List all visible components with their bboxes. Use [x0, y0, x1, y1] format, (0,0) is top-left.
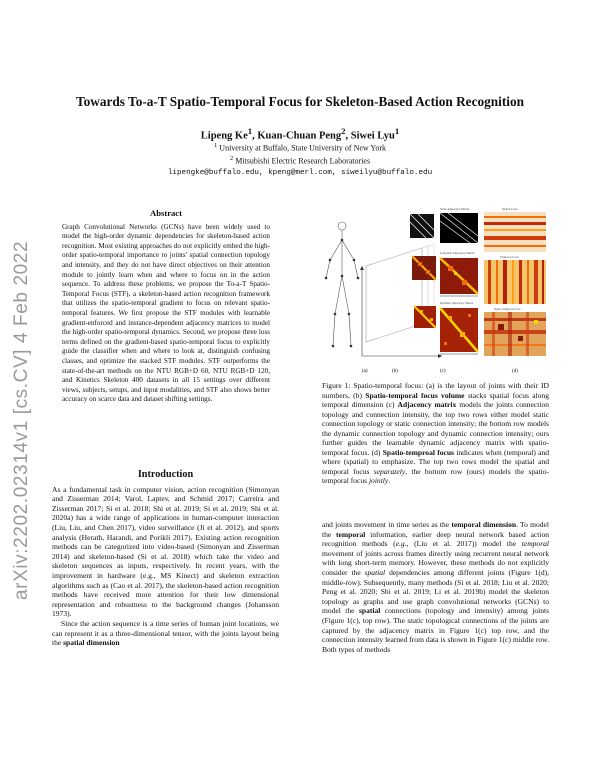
affiliations	[40, 141, 560, 178]
section-heading: Introduction	[137, 469, 194, 480]
figure-tag: Learnable Adjacency Matrix	[440, 251, 475, 255]
figure-tag: Dynamic Adjacency Matrix	[440, 301, 474, 305]
skeleton-diagram	[325, 222, 360, 347]
affiliation-line: $^1$ University at Buffalo, State University of New York	[213, 142, 387, 153]
panel-label: (b)	[392, 369, 398, 374]
paragraph: Since the action sequence is a time series of human joint locations, we can represent it as a three-dimensional tensor, with the joints layout being the spatial dimension	[52, 618, 279, 648]
author-emails: lipengke@buffalo.edu, kpeng@merl.com, siweilyu@buffalo.edu	[167, 168, 433, 177]
abstract-text: Graph Convolutional Networks (GCNs) have been widely used to model the high-order dynamic dependencies for skeleton-based action recognition. Most existing approaches do not explicitly embed the high-order spatio-temporal importance to joints' spatial connection topology and intensity, and they do not have direct objectives on their attention module to jointly learn when and where to focus on in the action sequence. To address these problems, we propose the To-a-T Spatio-Temporal Focus (STF), a skeleton-based action recognition framework that utilizes the spatio-temporal gradient to focus on relevant spatio-temporal features. We first propose the STF modules with learnable gradient-enforced and instance-dependent adjacency matrices to model the high-order spatio-temporal dynamics. Second, we propose three loss terms defined on the gradient-based spatio-temporal focus to explicitly guide the classifier when and where to look at, distinguish confusing classes, and optimize the stacked STF modules. STF outperforms the state-of-the-art methods on the NTU RGB+D 60, NTU RGB+D 120, and Kinetics Skeleton 400 datasets in all 15 settings over different views, subjects, setups, and input modalities, and STF also shows better accuracy on scarce data and dataset shifting settings.	[62, 222, 270, 404]
focus-label: Temporal focus	[500, 255, 519, 259]
author-list: Lipeng Ke$^1$, Kuan-Chuan Peng$^2$, Siwei Lyu$^1$	[200, 126, 400, 142]
paragraph: As a fundamental task in computer vision, action recognition (Simonyan and Zisserman 2014; Varol, Laptev, and Schmid 2017; Carreira and Zisserman 2017; Si et al. 2018; Shi et al. 2019; Si et al. 2019; Shi et al. 2020a) has a wide range of applications in human-computer interaction (Liu, Liu, and Chen 2017), video surveillance (Ji et al. 2012), and sports analysis (Herath, Harandi, and Porikli 2017). Existing action recognition methods can be categorized into video-based (Simonyan and Zisserman 2014) and skeleton-based (Si et al. 2018) which take the video and skeleton sequences as inputs, respectively. In recent years, with the improvement in hardware (e.g., MS Kinect) and skeleton extraction algorithms such as (Cao et al. 2017), the skeleton-based action recognition methods have received more attention for their low dimensional representation and robustness to the background changes (Johansson 1973).	[52, 484, 279, 619]
right-column-text	[322, 520, 549, 654]
figure-tag: Static Adjacency Matrix	[440, 207, 470, 211]
focus-label: Spatio-temporal focus	[494, 307, 521, 311]
author-name: Lipeng Ke	[200, 130, 248, 142]
introduction-section	[52, 470, 279, 648]
author-name: Kuan-Chuan Peng	[257, 130, 342, 142]
affiliation-marker: 1	[394, 126, 400, 136]
affiliation-marker: 2	[341, 126, 346, 136]
figure-1	[322, 206, 550, 376]
focus-label: Spatial focus	[502, 207, 518, 211]
paper-title: Towards To-a-T Spatio-Temporal Focus for Skeleton-Based Action Recognition	[75, 94, 525, 109]
panel-label: (c)	[440, 369, 446, 374]
panel-label: (a)	[362, 369, 368, 374]
abstract-section	[62, 209, 270, 405]
author-name: Siwei Lyu	[350, 130, 395, 142]
arxiv-identifier: arXiv:2202.02314v1 [cs.CV] 4 Feb 2022	[11, 240, 32, 600]
affiliation-marker: 1	[247, 126, 253, 136]
affiliation-line: $^2$ Mitsubishi Electric Research Laboratories	[229, 155, 371, 166]
figure-caption: Figure 1: Spatio-temporal focus: (a) is the layout of joints with their ID numbers, (b) Spatio-temporal focus volume stacks spatial focus along temporal dimension (c) Adjacency matrix models the joints connection topology and connection intensity, the top two rows either model static connection topology or static connection intensity; the bottom row models the dynamic connection topology and dynamic connection intensity; ours further guides the learnable dynamic adjacency matrix with spatio-temporal focus. (d) Spatio-temproal focus indicates when (temporal) and where (spatial) to emphasize. The top two rows model the spatial and temporal focus separately, the bottom row (ours) models the spatio-temporal focus jointly.	[322, 381, 550, 486]
panel-label: (d)	[512, 369, 518, 374]
paragraph: and joints movement in time series as the temporal dimension. To model the temporal information, earlier deep neural network based action recognition methods (e.g., (Liu et al. 2017)) model the temporal movement of joints across frames directly using recurrent neural network with long short-term memory. However, these methods do not explicitly consider the spatial dependencies among different joints (Figure 1(d), middle-row). Subsequently, many methods (Si et al. 2018; Liu et al. 2020; Peng et al. 2020; Shi et al. 2019; Li et al. 2019b) model the skeleton topology as graphs and use graph convolutional networks (GCNs) to model the spatial connections (topology and intensity) among joints (Figure 1(c), top row). The static topological connections of the joints are captured by the adjacency matrix in Figure 1(c) top row, and the connection intensity learned from data is shown in Figure 1(c) middle row. Both types of methods	[322, 520, 550, 654]
abstract-heading: Abstract	[150, 208, 182, 218]
